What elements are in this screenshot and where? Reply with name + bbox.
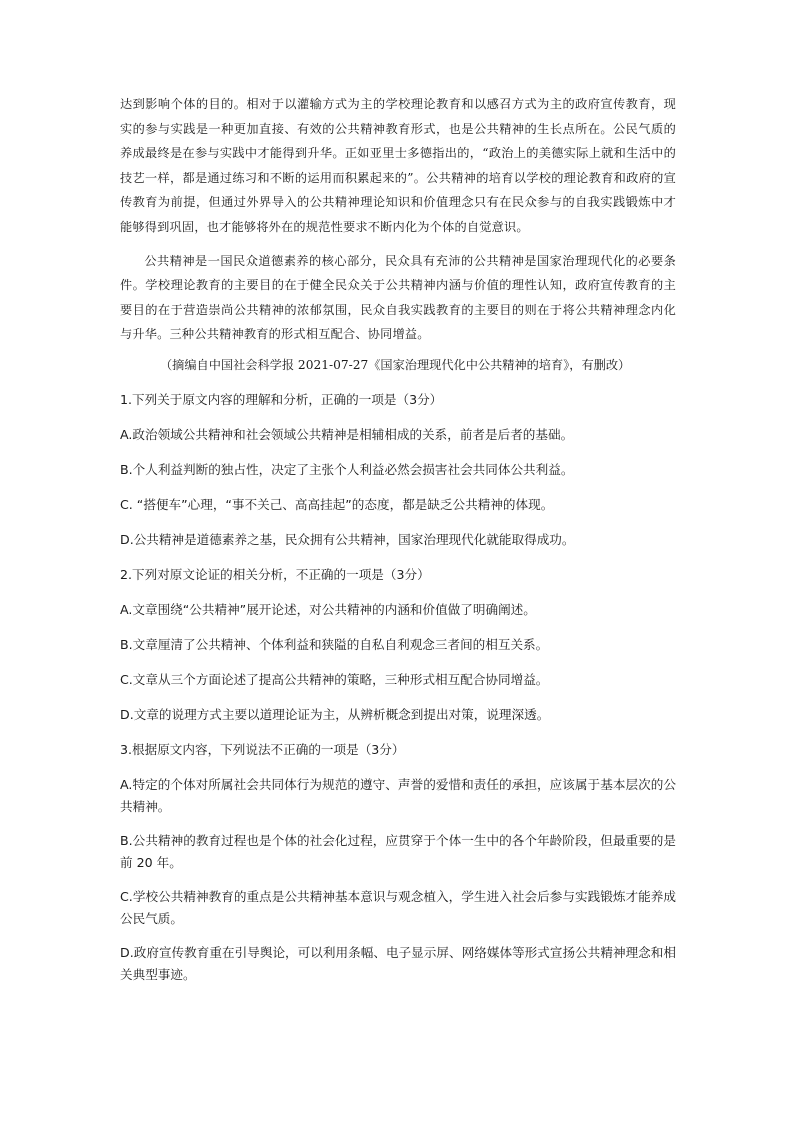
question-stem: 1.下列关于原文内容的理解和分析，正确的一项是（3分） (120, 391, 443, 407)
document-page (120, 92, 676, 986)
question-option: A.特定的个体对所属社会共同体行为规范的遵守、声誉的爱惜和责任的承担，应该属于基本层次的公共精神。 (120, 776, 676, 814)
question-option: C. “搭便车”心理，“事不关己、高高挂起”的态度，都是缺乏公共精神的体现。 (120, 496, 554, 512)
question-option: B.公共精神的教育过程也是个体的社会化过程，应贯穿于个体一生中的各个年龄阶段，但最重要的是前 20 年。 (120, 832, 676, 870)
question-option: D.文章的说理方式主要以道理论证为主，从辨析概念到提出对策，说理深透。 (120, 706, 550, 722)
question-option: B.文章厘清了公共精神、个体利益和狭隘的自私自利观念三者间的相互关系。 (120, 636, 549, 652)
question-option: A.文章围绕“公共精神”展开论述，对公共精神的内涵和价值做了明确阐述。 (120, 601, 536, 617)
question-option: C.学校公共精神教育的重点是公共精神基本意识与观念植入，学生进入社会后参与实践锻炼才能养成公民气质。 (120, 888, 676, 926)
question-1 (120, 388, 676, 552)
passage-paragraph: 达到影响个体的目的。相对于以灌输方式为主的学校理论教育和以感召方式为主的政府宣传教育，现实的参与实践是一种更加直接、有效的公共精神教育形式，也是公共精神的生长点所在。公民气质的养成最终是在参与实践中才能得到升华。正如亚里士多德指出的，“政治上的美德实际上就和生活中的技艺一样，都是通过练习和不断的运用而积累起来的”。公共精神的培育以学校的理论教育和政府的宣传教育为前提，但通过外界导入的公共精神理论知识和价值理念只有在民众参与的自我实践锻炼中才能够得到巩固，也才能够将外在的规范性要求不断内化为个体的自觉意识。 (120, 97, 676, 234)
question-option: C.文章从三个方面论述了提高公共精神的策略，三种形式相互配合协同增益。 (120, 671, 549, 687)
passage-paragraph: 公共精神是一国民众道德素养的核心部分，民众具有充沛的公共精神是国家治理现代化的必要条件。学校理论教育的主要目的在于健全民众关于公共精神内涵与价值的理性认知，政府宣传教育的主要目的在于营造崇尚公共精神的浓郁氛围，民众自我实践教育的主要目的则在于将公共精神理念内化与升华。三种公共精神教育的形式相互配合、协同增益。 (120, 253, 676, 342)
question-stem: 2.下列对原文论证的相关分析，不正确的一项是（3分） (120, 566, 430, 582)
question-stem: 3.根据原文内容，下列说法不正确的一项是（3分） (120, 741, 405, 757)
question-option: B.个人利益判断的独占性，决定了主张个人利益必然会损害社会共同体公共利益。 (120, 461, 574, 477)
question-option: D.公共精神是道德素养之基，民众拥有公共精神，国家治理现代化就能取得成功。 (120, 531, 575, 547)
question-option: A.政治领域公共精神和社会领域公共精神是相辅相成的关系，前者是后者的基础。 (120, 426, 574, 442)
source-citation: （摘编自中国社会科学报 2021-07-27《国家治理现代化中公共精神的培育》，有删改） (160, 357, 631, 372)
question-3 (120, 738, 676, 986)
question-2 (120, 563, 676, 727)
question-option: D.政府宣传教育重在引导舆论，可以利用条幅、电子显示屏、网络媒体等形式宣扬公共精神理念和相关典型事迹。 (120, 944, 676, 982)
